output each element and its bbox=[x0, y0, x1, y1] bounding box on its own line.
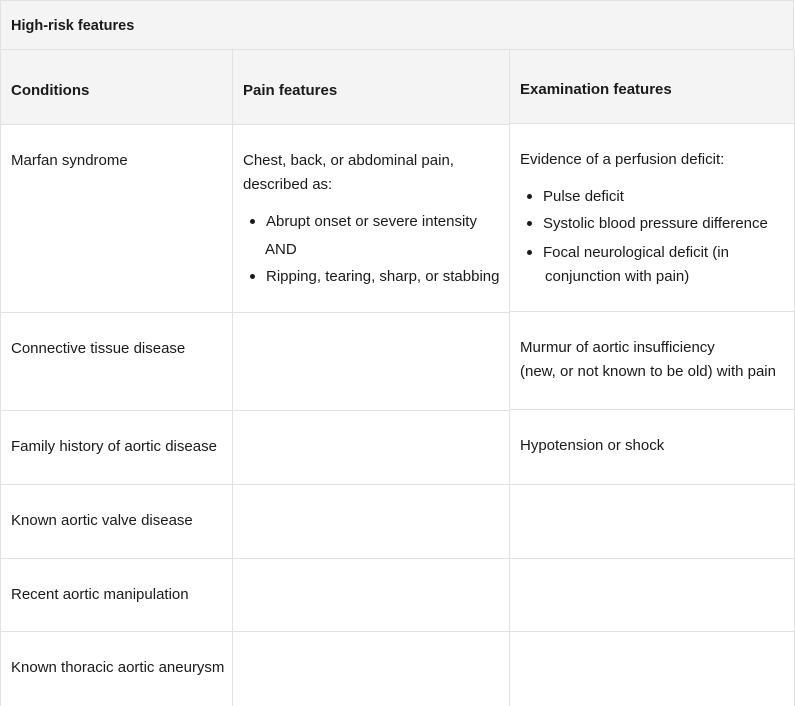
exam-murmur-line1: Murmur of aortic insufficiency bbox=[520, 339, 715, 356]
exam-column bbox=[509, 50, 795, 706]
exam-bullet-focal-neuro-cont: conjunction with pain) bbox=[545, 268, 690, 285]
condition-marfan: Marfan syndrome bbox=[11, 152, 128, 169]
exam-bullet-focal-neuro: Focal neurological deficit (in bbox=[520, 241, 768, 265]
exam-perfusion-intro: Evidence of a perfusion deficit: bbox=[520, 151, 725, 168]
pain-empty-cell bbox=[233, 559, 509, 632]
table-title: High-risk features bbox=[11, 18, 135, 34]
condition-aortic-manipulation: Recent aortic manipulation bbox=[11, 586, 189, 603]
condition-aortic-valve: Known aortic valve disease bbox=[11, 512, 193, 529]
table-row bbox=[1, 313, 232, 411]
pain-header: Pain features bbox=[243, 82, 338, 99]
exam-perfusion-cell bbox=[510, 124, 794, 312]
table-row bbox=[1, 485, 232, 559]
exam-murmur-cell bbox=[510, 312, 794, 410]
exam-bullet-systolic: Systolic blood pressure difference bbox=[520, 212, 768, 241]
pain-bullet-ripping: Ripping, tearing, sharp, or stabbing bbox=[243, 265, 499, 289]
exam-header: Examination features bbox=[520, 81, 672, 98]
exam-perfusion-list bbox=[520, 185, 768, 265]
exam-hypotension-cell bbox=[510, 410, 794, 485]
exam-hypotension: Hypotension or shock bbox=[520, 437, 665, 454]
pain-header-cell bbox=[233, 50, 509, 125]
pain-intro-line2: described as: bbox=[243, 176, 333, 193]
pain-empty-cell bbox=[233, 485, 509, 559]
condition-thoracic-aneurysm: Known thoracic aortic aneurysm bbox=[11, 659, 225, 676]
table-row bbox=[1, 411, 232, 485]
pain-bullet-abrupt: Abrupt onset or severe intensity bbox=[243, 210, 477, 238]
table-row bbox=[1, 632, 232, 706]
pain-description-cell bbox=[233, 125, 509, 313]
table-row bbox=[1, 125, 232, 313]
exam-bullet-pulse-deficit: Pulse deficit bbox=[520, 185, 768, 212]
exam-murmur-line2: (new, or not known to be old) with pain bbox=[520, 363, 776, 380]
exam-empty-cell bbox=[510, 632, 794, 706]
pain-bullet-list-2 bbox=[243, 265, 499, 289]
pain-column bbox=[232, 50, 510, 706]
conditions-header-cell bbox=[1, 50, 232, 125]
exam-header-cell bbox=[510, 50, 794, 124]
exam-empty-cell bbox=[510, 559, 794, 632]
table-row bbox=[1, 559, 232, 632]
pain-empty-cell bbox=[233, 411, 509, 485]
exam-empty-cell bbox=[510, 485, 794, 559]
pain-intro-line1: Chest, back, or abdominal pain, bbox=[243, 152, 454, 169]
conditions-header: Conditions bbox=[11, 82, 90, 99]
pain-bullet-list bbox=[243, 210, 477, 238]
condition-family-history: Family history of aortic disease bbox=[11, 438, 217, 455]
table-title-row bbox=[0, 0, 794, 50]
conditions-column bbox=[0, 50, 233, 706]
condition-connective-tissue: Connective tissue disease bbox=[11, 340, 186, 357]
pain-empty-cell bbox=[233, 313, 509, 411]
pain-and-connector: AND bbox=[265, 241, 297, 258]
pain-empty-cell bbox=[233, 632, 509, 706]
